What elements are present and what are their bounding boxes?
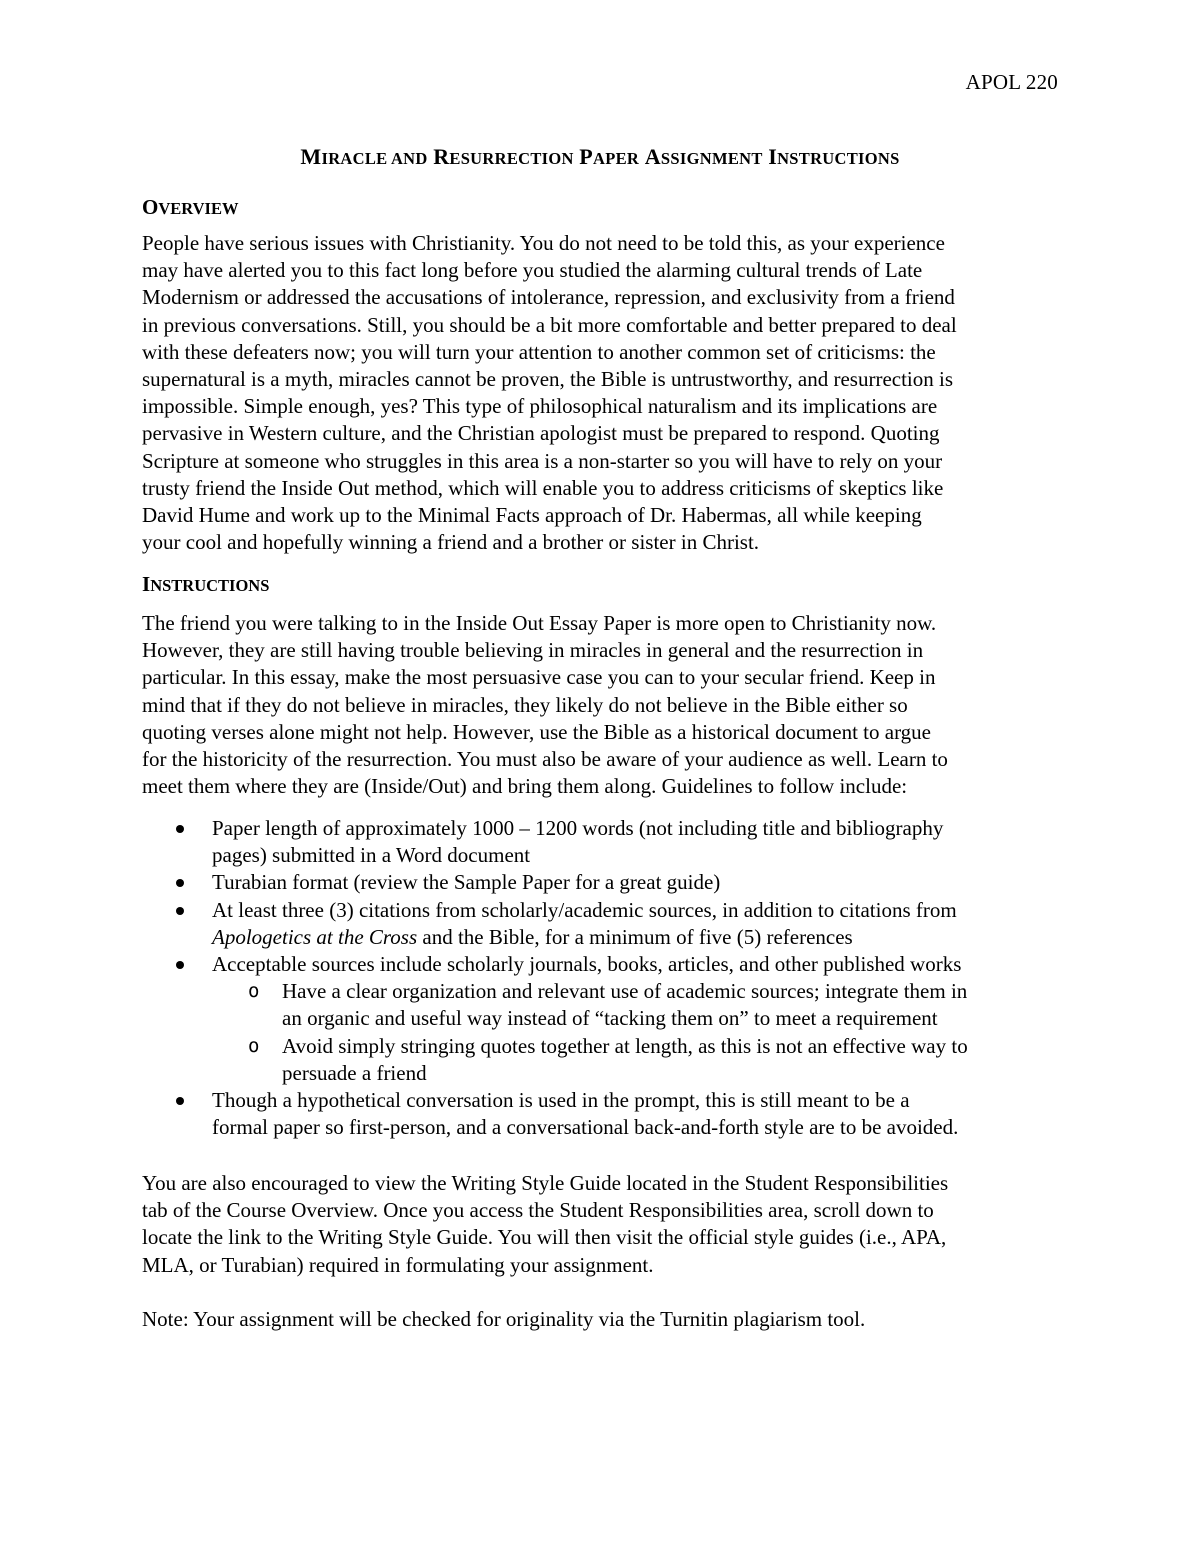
paragraph-line: Modernism or addressed the accusations of intolerance, repression, and exclusivity from a friend	[142, 285, 955, 310]
bullet-icon	[176, 907, 184, 915]
bullet-icon	[176, 825, 184, 833]
heading-initial: I	[142, 572, 151, 596]
list-item-line	[212, 924, 1072, 951]
title-initial: M	[300, 144, 322, 169]
guidelines-list	[142, 815, 1072, 1141]
list-item-line: Turabian format (review the Sample Paper for a great guide)	[212, 870, 721, 895]
paragraph-line: for the historicity of the resurrection. You must also be aware of your audience as well. Learn to	[142, 747, 948, 772]
paragraph-line: locate the link to the Writing Style Guide. You will then visit the official style guides (i.e., APA,	[142, 1225, 947, 1250]
title-word: IRACLE AND	[321, 149, 428, 168]
course-code: APOL 220	[965, 70, 1058, 94]
list-item-text: and the Bible, for a minimum of five (5) references	[417, 924, 853, 949]
title-word: ESURRECTION	[449, 149, 574, 168]
list-item-line: an organic and useful way instead of “tacking them on” to meet a requirement	[282, 1006, 938, 1031]
instructions-heading	[142, 572, 269, 597]
paragraph-line: MLA, or Turabian) required in formulating your assignment.	[142, 1252, 654, 1277]
paragraph-line: mind that if they do not believe in miracles, they likely do not believe in the Bible either so	[142, 692, 908, 717]
sub-list-item	[142, 1033, 1072, 1087]
list-item	[142, 951, 1072, 978]
bullet-icon	[176, 879, 184, 887]
overview-paragraph	[142, 230, 1062, 556]
bullet-icon	[176, 1097, 184, 1105]
list-item	[142, 1087, 1072, 1141]
title-word: NSTRUCTIONS	[777, 149, 900, 168]
paragraph-line: quoting verses alone might not help. However, use the Bible as a historical document to argue	[142, 719, 931, 744]
circle-bullet-icon: o	[248, 1034, 260, 1057]
bullet-icon	[176, 961, 184, 969]
paragraph-line: may have alerted you to this fact long before you studied the alarming cultural trends of Late	[142, 258, 923, 283]
instructions-paragraph	[142, 610, 1062, 800]
paragraph-line: supernatural is a myth, miracles cannot be proven, the Bible is untrustworthy, and resurrection is	[142, 367, 954, 392]
list-item-line: At least three (3) citations from scholarly/academic sources, in addition to citations from	[212, 897, 957, 922]
paragraph-line: The friend you were talking to in the Inside Out Essay Paper is more open to Christianity now.	[142, 611, 937, 635]
list-item	[142, 815, 1072, 869]
note-paragraph	[142, 1306, 1062, 1333]
book-title: Apologetics at the Cross	[212, 924, 418, 949]
list-item-line: Paper length of approximately 1000 – 1200 words (not including title and bibliography	[212, 816, 944, 840]
title-initial: A	[644, 144, 661, 169]
list-item-line: pages) submitted in a Word document	[212, 843, 531, 868]
list-item	[142, 897, 1072, 951]
note-text: Note: Your assignment will be checked for originality via the Turnitin plagiarism tool.	[142, 1307, 866, 1331]
paragraph-line: You are also encouraged to view the Writing Style Guide located in the Student Responsibilities	[142, 1171, 949, 1195]
list-item	[142, 869, 1072, 896]
paragraph-line: However, they are still having trouble believing in miracles in general and the resurrection in	[142, 638, 924, 663]
paragraph-line: tab of the Course Overview. Once you access the Student Responsibilities area, scroll down to	[142, 1198, 934, 1223]
paragraph-line: pervasive in Western culture, and the Christian apologist must be prepared to respond. Quoting	[142, 421, 940, 446]
paragraph-line: impossible. Simple enough, yes? This type of philosophical naturalism and its implications are	[142, 394, 938, 419]
title-initial: R	[433, 144, 450, 169]
paragraph-line: with these defeaters now; you will turn your attention to another common set of criticisms: the	[142, 339, 936, 364]
title-word: SSIGNMENT	[660, 149, 763, 168]
title-word: APER	[593, 149, 640, 168]
style-guide-paragraph	[142, 1170, 1062, 1279]
list-item-line: Avoid simply stringing quotes together at length, as this is not an effective way to	[282, 1033, 968, 1058]
paragraph-line: trusty friend the Inside Out method, which will enable you to address criticisms of skeptics like	[142, 475, 944, 500]
circle-bullet-icon: o	[248, 980, 260, 1003]
paragraph-line: your cool and hopefully winning a friend and a brother or sister in Christ.	[142, 530, 760, 555]
overview-heading	[142, 195, 238, 220]
heading-initial: O	[142, 195, 159, 219]
title-initial: P	[579, 144, 594, 169]
list-item-line: persuade a friend	[282, 1060, 427, 1085]
heading-rest: VERVIEW	[158, 199, 239, 218]
title-initial: I	[768, 144, 778, 169]
paragraph-line: in previous conversations. Still, you should be a bit more comfortable and better prepared to deal	[142, 312, 957, 337]
list-item-line: Though a hypothetical conversation is used in the prompt, this is still meant to be a	[212, 1088, 910, 1113]
paragraph-line: Scripture at someone who struggles in this area is a non-starter so you will have to rely on your	[142, 448, 943, 473]
page-title	[0, 144, 1200, 170]
list-item-line: formal paper so first-person, and a conversational back-and-forth style are to be avoided.	[212, 1115, 959, 1140]
paragraph-line: particular. In this essay, make the most persuasive case you can to your secular friend. Keep in	[142, 665, 936, 690]
list-item-line: Have a clear organization and relevant use of academic sources; integrate them in	[282, 979, 968, 1004]
paragraph-line: David Hume and work up to the Minimal Facts approach of Dr. Habermas, all while keeping	[142, 503, 922, 528]
paragraph-line: People have serious issues with Christianity. You do not need to be told this, as your experience	[142, 231, 945, 255]
paragraph-line: meet them where they are (Inside/Out) and bring them along. Guidelines to follow include:	[142, 774, 908, 799]
sub-list-item	[142, 978, 1072, 1032]
list-item-line: Acceptable sources include scholarly journals, books, articles, and other published works	[212, 952, 962, 977]
heading-rest: NSTRUCTIONS	[150, 576, 270, 595]
